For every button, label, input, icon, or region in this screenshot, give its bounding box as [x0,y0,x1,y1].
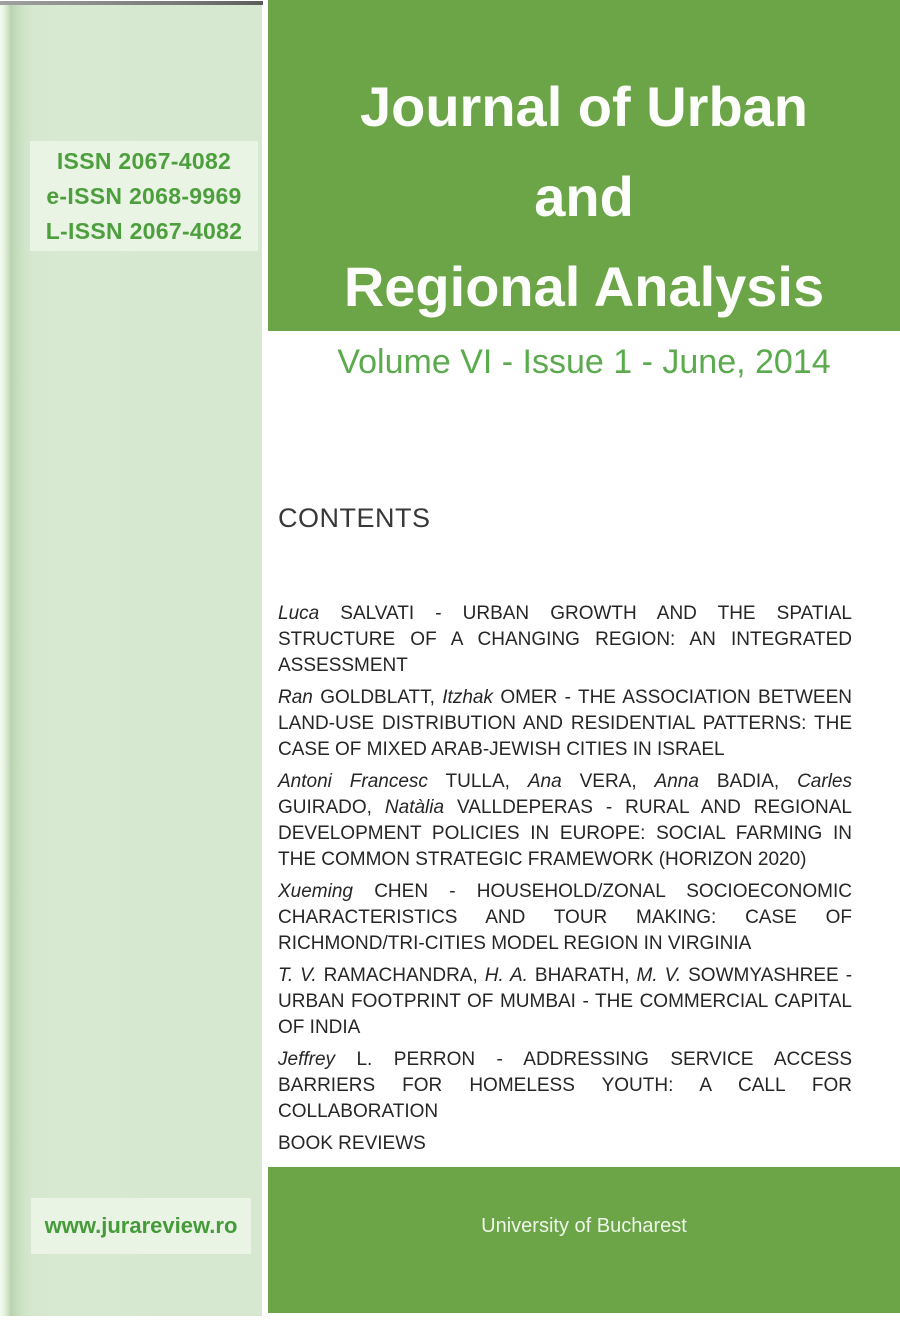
contents-entry: Jeffrey L. PERRON - ADDRESSING SERVICE ACCESS BARRIERS FOR HOMELESS YOUTH: A CALL FOR COLLABORATION [278,1049,852,1122]
contents-heading: CONTENTS [278,503,431,533]
issn-electronic: e-ISSN 2068-9969 [46,182,242,209]
contents-list [278,601,852,1163]
page-top-edge-shadow [0,1,263,5]
issn-print: ISSN 2067-4082 [56,147,232,174]
publisher-label: University of Bucharest [481,1215,687,1237]
journal-title-line-1: Journal of Urban [359,75,809,138]
contents-entry: Luca SALVATI - URBAN GROWTH AND THE SPATIAL STRUCTURE OF A CHANGING REGION: AN INTEGRATED ASSESSMENT [278,603,852,676]
journal-title-line-3: Regional Analysis [343,255,825,318]
volume-issue-date: Volume VI - Issue 1 - June, 2014 [337,343,831,381]
contents-entry: Antoni Francesc TULLA, Ana VERA, Anna BADIA, Carles GUIRADO, Natàlia VALLDEPERAS - RURAL AND REGIONAL DEVELOPMENT POLICIES IN EUROPE: SOCIAL FARMING IN THE COMMON STRATEGIC FRAMEWORK (HORIZON 2020) [278,771,852,870]
issn-box [30,141,258,251]
publisher-bar [268,1167,900,1313]
website-link[interactable]: www.jurareview.ro [44,1213,238,1238]
contents-entry: Ran GOLDBLATT, Itzhak OMER - THE ASSOCIATION BETWEEN LAND-USE DISTRIBUTION AND RESIDENTIAL PATTERNS: THE CASE OF MIXED ARAB-JEWISH CITIES IN ISRAEL [278,687,853,760]
website-box [31,1198,251,1254]
journal-title-line-2: and [534,165,634,228]
spine-sidebar [0,5,262,1316]
issn-linking: L-ISSN 2067-4082 [45,217,243,244]
contents-entry: Xueming CHEN - HOUSEHOLD/ZONAL SOCIOECONOMIC CHARACTERISTICS AND TOUR MAKING: CASE OF RICHMOND/TRI-CITIES MODEL REGION IN VIRGINIA [278,881,852,954]
title-block [268,0,900,331]
contents-entry: BOOK REVIEWS [278,1133,426,1154]
contents-entry: T. V. RAMACHANDRA, H. A. BHARATH, M. V. SOWMYASHREE - URBAN FOOTPRINT OF MUMBAI - THE COMMERCIAL CAPITAL OF INDIA [278,965,853,1038]
